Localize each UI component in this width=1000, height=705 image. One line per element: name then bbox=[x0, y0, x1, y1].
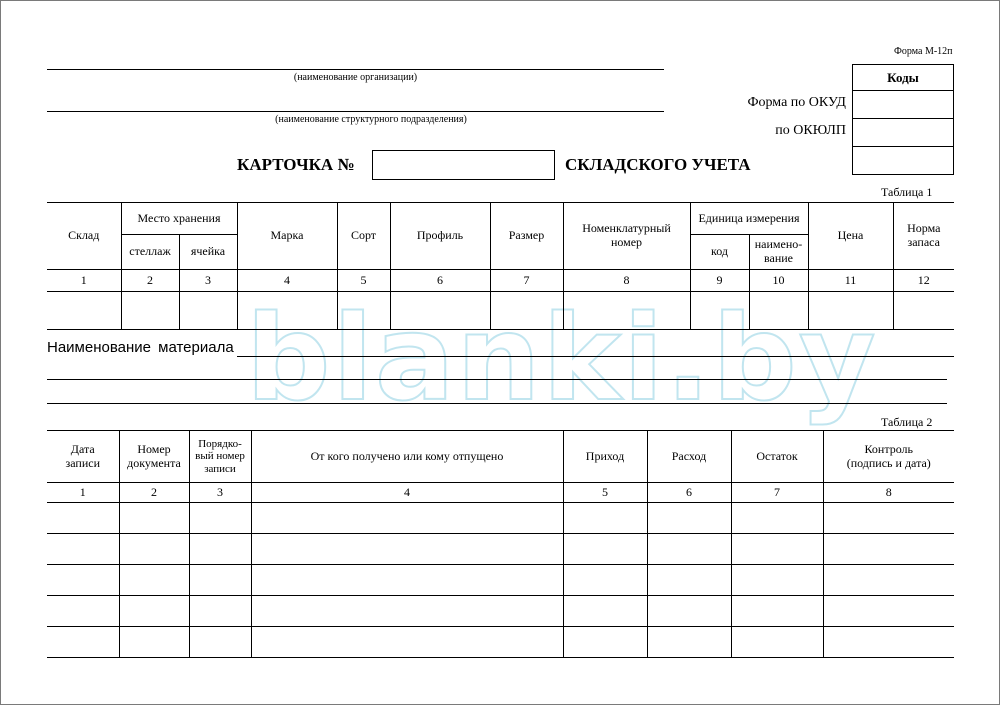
th2-kontrol-line1: Контроль bbox=[864, 441, 914, 456]
table-row bbox=[47, 627, 954, 658]
cell-sklad[interactable] bbox=[47, 292, 121, 330]
cell-ostatok[interactable] bbox=[731, 565, 823, 596]
th-yacheika: ячейка bbox=[179, 235, 237, 270]
cell-rashod[interactable] bbox=[647, 534, 731, 565]
cell-poryadk[interactable] bbox=[189, 627, 251, 658]
table2-caption: Таблица 2 bbox=[881, 415, 933, 429]
th-profil: Профиль bbox=[390, 203, 490, 270]
col-num: 5 bbox=[563, 483, 647, 503]
th2-kontrol bbox=[823, 431, 954, 483]
col-num: 10 bbox=[749, 270, 808, 292]
th2-poryadk-line1: Порядко- bbox=[198, 437, 242, 450]
table1-data-row bbox=[47, 292, 954, 330]
col-num: 11 bbox=[808, 270, 893, 292]
cell-data[interactable] bbox=[47, 596, 119, 627]
cell-kontrol[interactable] bbox=[823, 565, 954, 596]
cell-poryadk[interactable] bbox=[189, 534, 251, 565]
table-row bbox=[47, 596, 954, 627]
cell-nomer[interactable] bbox=[119, 627, 189, 658]
cell-prihod[interactable] bbox=[563, 534, 647, 565]
cell-prihod[interactable] bbox=[563, 627, 647, 658]
th-marka: Марка bbox=[237, 203, 337, 270]
watermark-logo: blanki.by bbox=[246, 289, 878, 427]
th-mesto: Место хранения bbox=[121, 203, 237, 235]
cell-rashod[interactable] bbox=[647, 627, 731, 658]
okud-label: Форма по ОКУД bbox=[747, 95, 846, 110]
th-naimen bbox=[749, 235, 808, 270]
col-num: 6 bbox=[647, 483, 731, 503]
dept-name-line[interactable] bbox=[47, 111, 664, 112]
col-num: 12 bbox=[893, 270, 954, 292]
cell-data[interactable] bbox=[47, 503, 119, 534]
cell-nomer[interactable] bbox=[119, 596, 189, 627]
th2-nomer: Номер документа bbox=[119, 431, 189, 483]
table1-caption: Таблица 1 bbox=[881, 185, 933, 199]
col-num: 3 bbox=[189, 483, 251, 503]
th2-poryadk-line3: записи bbox=[204, 462, 236, 475]
th2-ot-kogo: От кого получено или кому отпущено bbox=[251, 431, 563, 483]
col-num: 2 bbox=[119, 483, 189, 503]
cell-ot-kogo[interactable] bbox=[251, 596, 563, 627]
table1 bbox=[47, 202, 954, 330]
form-code: Форма М-12п bbox=[894, 46, 953, 57]
card-number-field[interactable] bbox=[372, 150, 555, 180]
material-label: Наименование материала bbox=[47, 339, 234, 356]
cell-nomer[interactable] bbox=[119, 503, 189, 534]
th2-rashod: Расход bbox=[647, 431, 731, 483]
dept-caption: (наименование структурного подразделения) bbox=[275, 114, 467, 125]
cell-poryadk[interactable] bbox=[189, 596, 251, 627]
th-norma: Норма запаса bbox=[893, 203, 954, 270]
material-line-2[interactable] bbox=[47, 379, 947, 380]
cell-poryadk[interactable] bbox=[189, 565, 251, 596]
cell-data[interactable] bbox=[47, 565, 119, 596]
okulp-code-cell[interactable] bbox=[853, 119, 954, 147]
material-line-3[interactable] bbox=[47, 403, 947, 404]
cell-ot-kogo[interactable] bbox=[251, 534, 563, 565]
th-razmer: Размер bbox=[490, 203, 563, 270]
cell-ot-kogo[interactable] bbox=[251, 565, 563, 596]
th2-prihod: Приход bbox=[563, 431, 647, 483]
cell-rashod[interactable] bbox=[647, 596, 731, 627]
col-num: 5 bbox=[337, 270, 390, 292]
th-sklad: Склад bbox=[47, 203, 121, 270]
cell-kontrol[interactable] bbox=[823, 534, 954, 565]
cell-ostatok[interactable] bbox=[731, 503, 823, 534]
cell-data[interactable] bbox=[47, 627, 119, 658]
th-kod: код bbox=[690, 235, 749, 270]
table-row bbox=[47, 534, 954, 565]
col-num: 3 bbox=[179, 270, 237, 292]
col-num: 8 bbox=[823, 483, 954, 503]
cell-rashod[interactable] bbox=[647, 503, 731, 534]
th-naimen-line2: вание bbox=[763, 251, 793, 265]
th-nomenkl: Номенклатурный номер bbox=[563, 203, 690, 270]
cell-kontrol[interactable] bbox=[823, 503, 954, 534]
th2-data: Дата записи bbox=[47, 431, 119, 483]
cell-profil[interactable] bbox=[390, 292, 490, 330]
cell-nomer[interactable] bbox=[119, 534, 189, 565]
th2-kontrol-line2: (подпись и дата) bbox=[846, 455, 931, 470]
cell-prihod[interactable] bbox=[563, 596, 647, 627]
cell-prihod[interactable] bbox=[563, 503, 647, 534]
th2-ostatok: Остаток bbox=[731, 431, 823, 483]
cell-ot-kogo[interactable] bbox=[251, 627, 563, 658]
col-num: 7 bbox=[731, 483, 823, 503]
material-line-1[interactable] bbox=[237, 356, 954, 357]
cell-yacheika[interactable] bbox=[179, 292, 237, 330]
cell-prihod[interactable] bbox=[563, 565, 647, 596]
table-row bbox=[47, 565, 954, 596]
th2-poryadk bbox=[189, 431, 251, 483]
cell-stellazh[interactable] bbox=[121, 292, 179, 330]
cell-sort[interactable] bbox=[337, 292, 390, 330]
codes-table bbox=[852, 64, 954, 175]
cell-nomer[interactable] bbox=[119, 565, 189, 596]
cell-nomenkl[interactable] bbox=[563, 292, 690, 330]
cell-rashod[interactable] bbox=[647, 565, 731, 596]
table2 bbox=[47, 430, 954, 658]
cell-poryadk[interactable] bbox=[189, 503, 251, 534]
cell-ostatok[interactable] bbox=[731, 534, 823, 565]
cell-kontrol[interactable] bbox=[823, 627, 954, 658]
th2-poryadk-line2: вый номер bbox=[195, 450, 245, 463]
col-num: 6 bbox=[390, 270, 490, 292]
org-caption: (наименование организации) bbox=[293, 72, 418, 83]
cell-data[interactable] bbox=[47, 534, 119, 565]
th-sort: Сорт bbox=[337, 203, 390, 270]
col-num: 9 bbox=[690, 270, 749, 292]
cell-marka[interactable] bbox=[237, 292, 337, 330]
cell-ot-kogo[interactable] bbox=[251, 503, 563, 534]
th-naimen-line1: наимено- bbox=[754, 237, 803, 252]
cell-ostatok[interactable] bbox=[731, 627, 823, 658]
codes-header: Коды bbox=[853, 65, 954, 91]
col-num: 1 bbox=[47, 483, 119, 503]
th-cena: Цена bbox=[808, 203, 893, 270]
cell-kod[interactable] bbox=[690, 292, 749, 330]
cell-kontrol[interactable] bbox=[823, 596, 954, 627]
col-num: 1 bbox=[47, 270, 121, 292]
col-num: 8 bbox=[563, 270, 690, 292]
th-edinica: Единица измерения bbox=[690, 203, 808, 235]
cell-razmer[interactable] bbox=[490, 292, 563, 330]
cell-ostatok[interactable] bbox=[731, 596, 823, 627]
table-row bbox=[47, 503, 954, 534]
cell-naimen[interactable] bbox=[749, 292, 808, 330]
title-card-label: КАРТОЧКА № bbox=[237, 155, 355, 174]
col-num: 7 bbox=[490, 270, 563, 292]
col-num: 4 bbox=[237, 270, 337, 292]
cell-norma[interactable] bbox=[893, 292, 954, 330]
col-num: 2 bbox=[121, 270, 179, 292]
okud-code-cell[interactable] bbox=[853, 91, 954, 119]
title-accounting-label: СКЛАДСКОГО УЧЕТА bbox=[565, 155, 751, 174]
okulp-label: по ОКЮЛП bbox=[775, 123, 846, 138]
org-name-line[interactable] bbox=[47, 69, 664, 70]
extra-code-cell[interactable] bbox=[853, 147, 954, 175]
th-stellazh: стеллаж bbox=[121, 235, 179, 270]
col-num: 4 bbox=[251, 483, 563, 503]
cell-cena[interactable] bbox=[808, 292, 893, 330]
